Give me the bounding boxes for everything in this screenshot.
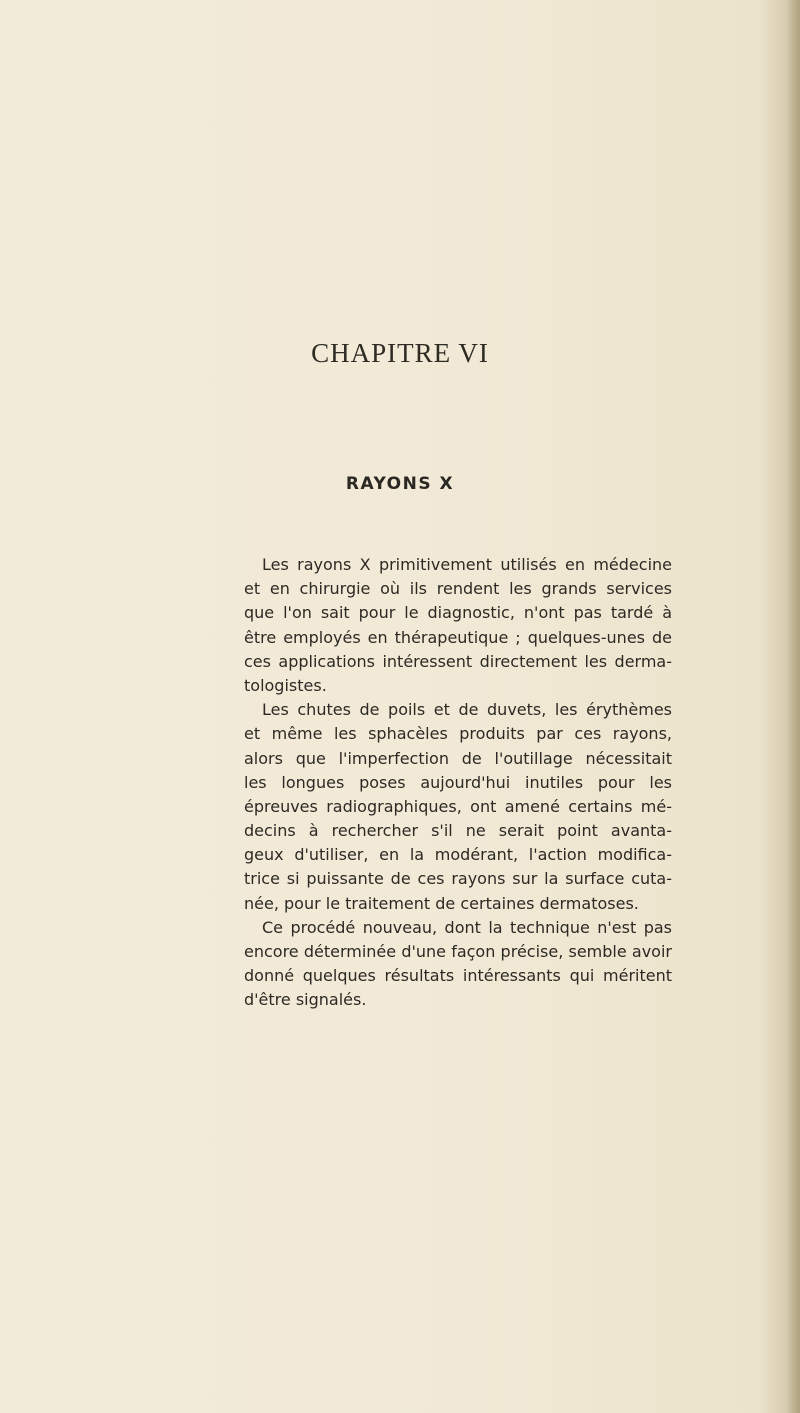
text-line: que l'on sait pour le diagnostic, n'ont pas tardé à [244,603,672,623]
text-line: trice si puissante de ces rayons sur la surface cuta- [244,869,672,889]
text-line: decins à rechercher s'il ne serait point avanta- [244,821,672,841]
text-line: Les rayons X primitivement utilisés en médecine [262,555,672,574]
text-line: Les chutes de poils et de duvets, les érythèmes [262,700,672,720]
text-line: épreuves radiographiques, ont amené certains mé- [244,796,672,816]
text-line: Ce procédé nouveau, dont la technique n'est pas [262,917,672,937]
text-line: encore déterminée d'une façon précise, semble avoir [244,942,672,961]
text-line: alors que l'imperfection de l'outillage nécessitait [244,748,672,768]
text-line: tologistes. [244,675,327,695]
page-edge-shadow [786,0,800,1413]
text-line: ces applications intéressent directement les derma- [244,651,672,671]
section-title: RAYONS X [345,474,455,494]
text-line: les longues poses aujourd'hui inutiles pour les [244,772,672,792]
text-line: née, pour le traitement de certaines dermatoses. [244,893,639,913]
body-text [244,553,672,1013]
chapter-title: CHAPITRE VI [311,338,489,368]
text-line: être employés en thérapeutique ; quelques-unes de [244,627,672,647]
text-line: donné quelques résultats intéressants qui méritent [244,966,672,986]
text-line: geux d'utiliser, en la modérant, l'action modifica- [244,845,672,865]
text-line: et même les sphacèles produits par ces rayons, [244,724,672,744]
text-line: et en chirurgie où ils rendent les grands services [244,579,672,599]
text-line: d'être signalés. [244,990,367,1010]
